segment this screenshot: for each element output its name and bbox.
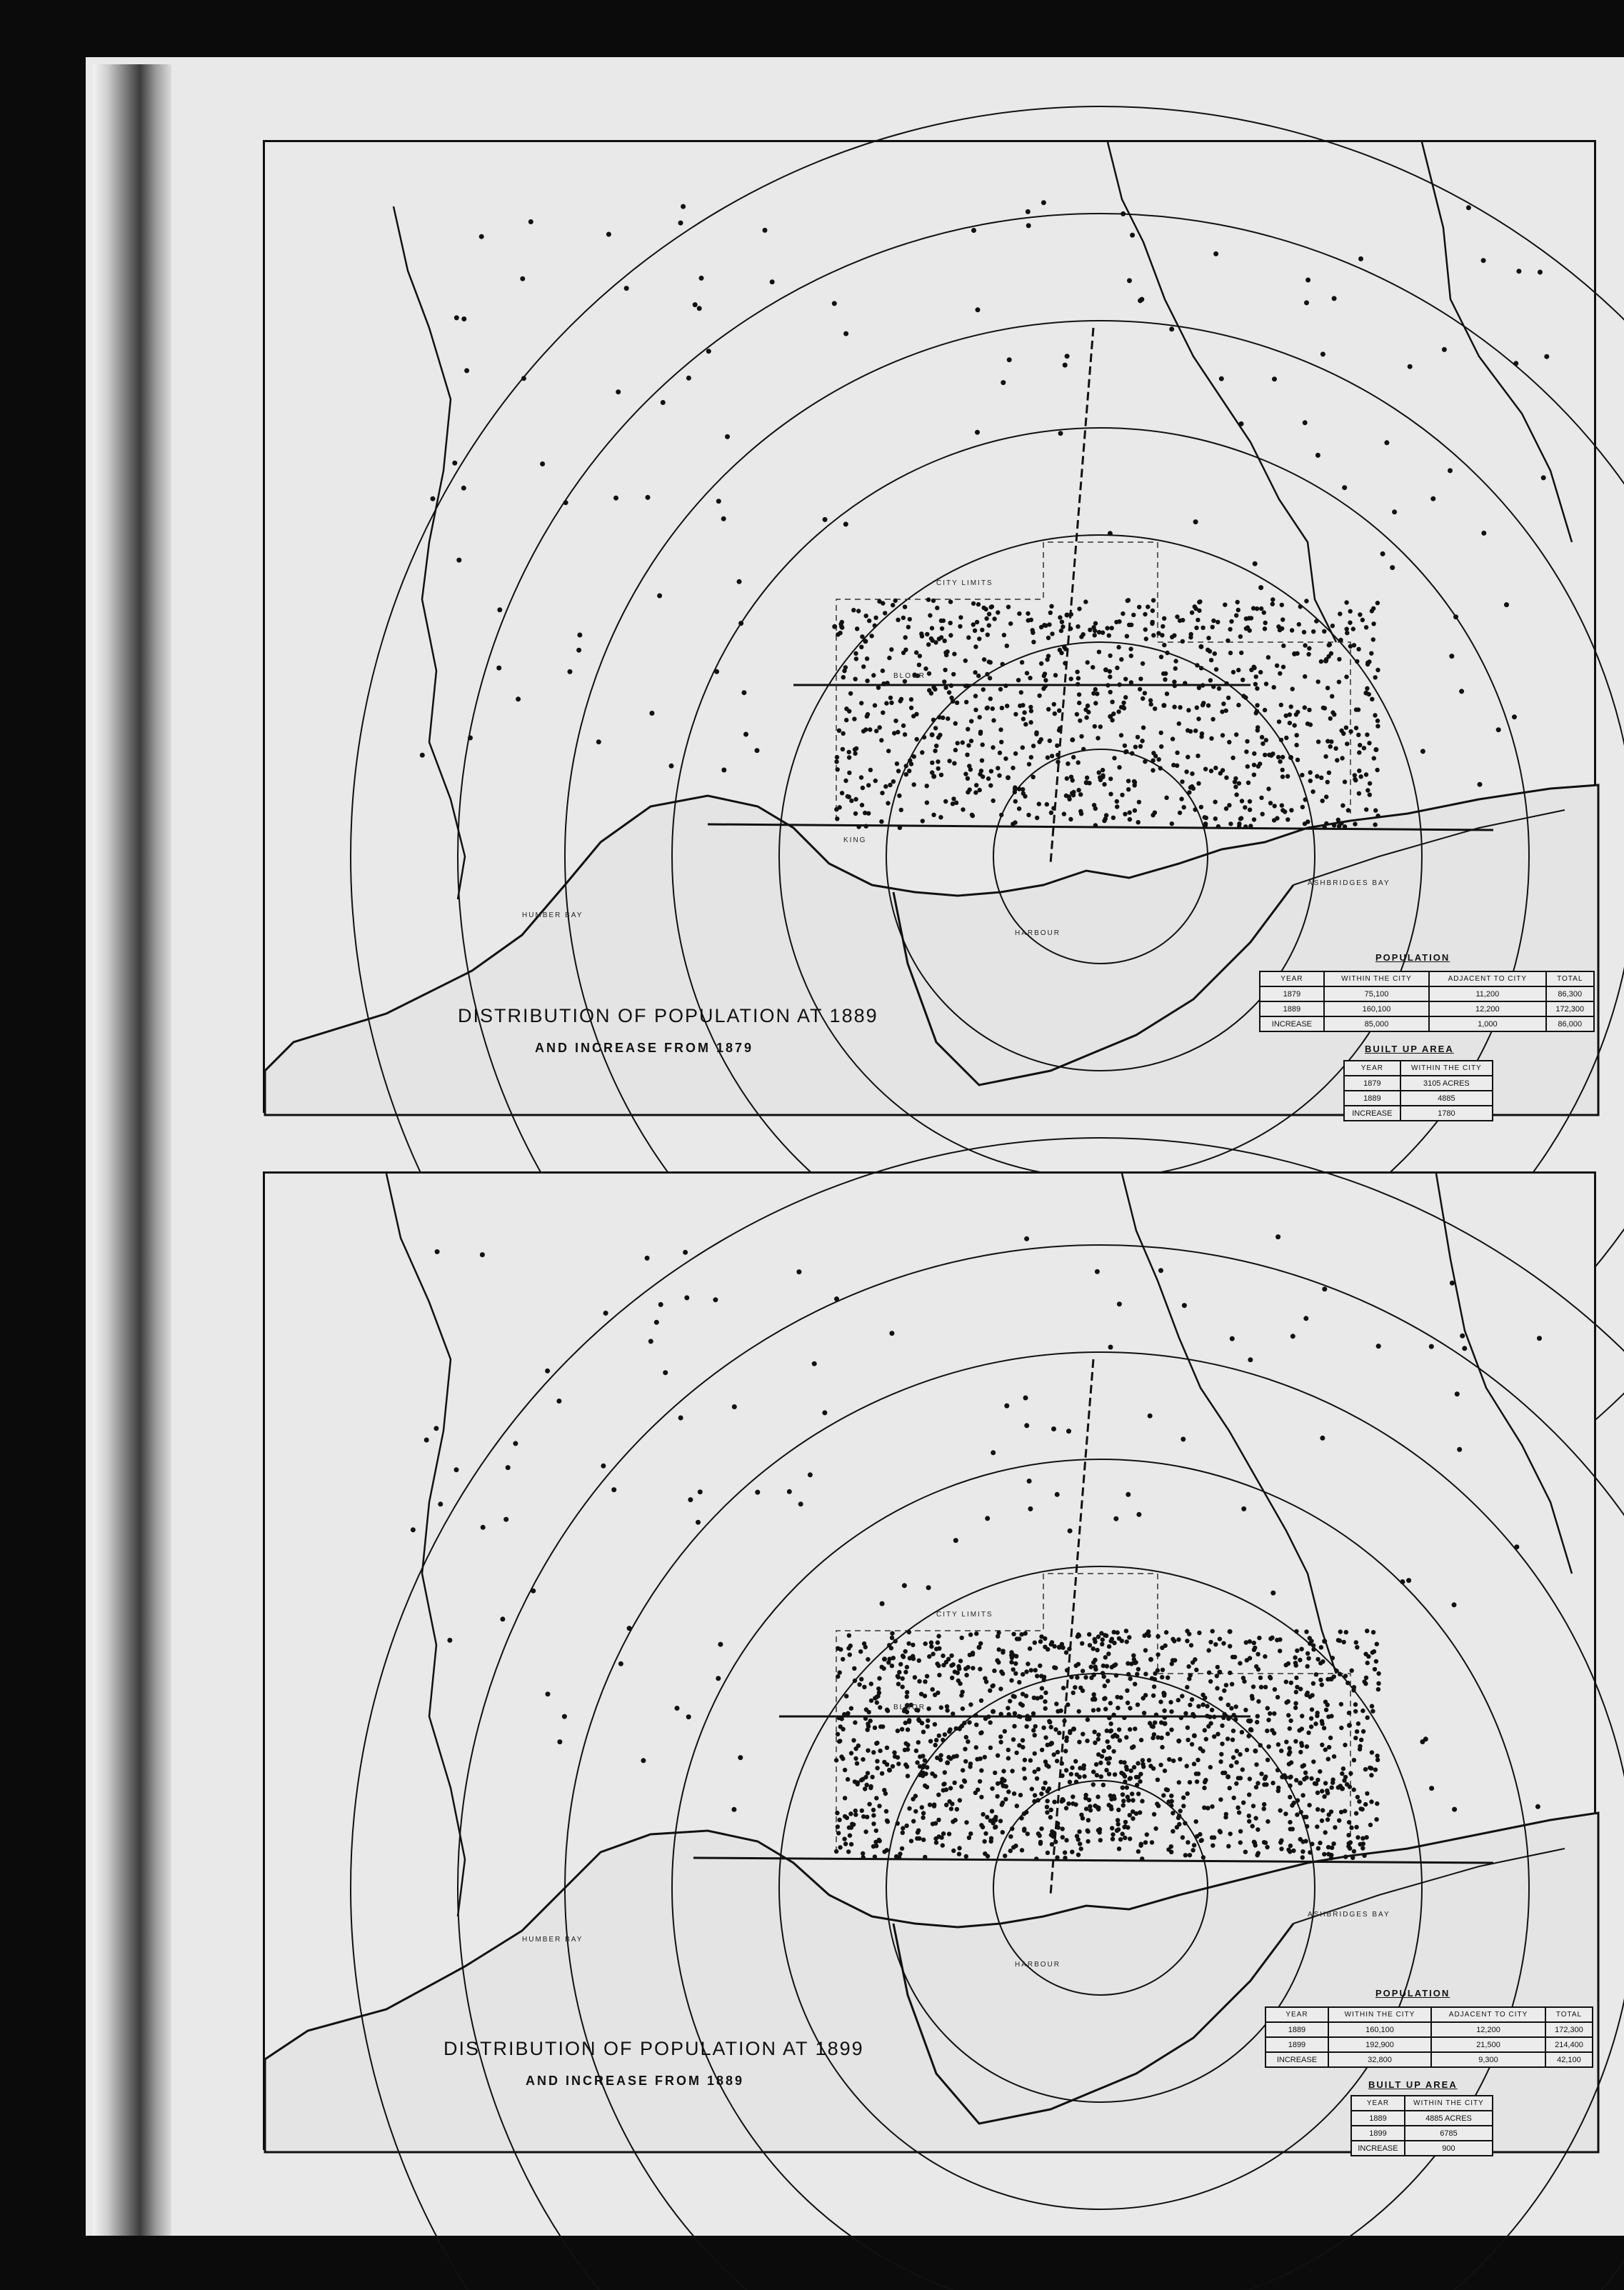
col-header: WITHIN THE CITY — [1324, 971, 1429, 986]
cell: 160,100 — [1324, 1001, 1429, 1016]
cell: 3105 ACRES — [1400, 1076, 1493, 1091]
cell: 12,200 — [1431, 2022, 1545, 2037]
table-row — [1344, 1076, 1493, 1091]
cell: 4885 — [1400, 1091, 1493, 1106]
table-row — [1351, 2141, 1493, 2156]
cell: 42,100 — [1545, 2052, 1593, 2067]
map-1899-subtitle: AND INCREASE FROM 1889 — [526, 2074, 745, 2088]
table-row — [1265, 2052, 1593, 2067]
cell: 85,000 — [1324, 1016, 1429, 1031]
cell: 1899 — [1265, 2037, 1328, 2052]
col-header: ADJACENT TO CITY — [1431, 2007, 1545, 2022]
cell: 12,200 — [1429, 1001, 1545, 1016]
label-humber-bay: HUMBER BAY — [522, 1936, 583, 1944]
cell: 1899 — [1351, 2126, 1405, 2141]
col-header: WITHIN THE CITY — [1328, 2007, 1431, 2022]
built-up-area-title: BUILT UP AREA — [1368, 2079, 1458, 2090]
map-1899-title: DISTRIBUTION OF POPULATION AT 1899 — [443, 2038, 864, 2059]
label-humber-bay: HUMBER BAY — [522, 911, 583, 919]
table-row — [1260, 1016, 1594, 1031]
table-row — [1351, 2126, 1493, 2141]
cell: 172,300 — [1546, 1001, 1594, 1016]
cell: 1889 — [1351, 2111, 1405, 2126]
label-king-street: KING — [843, 836, 867, 844]
cell: 160,100 — [1328, 2022, 1431, 2037]
col-header: YEAR — [1344, 1061, 1400, 1076]
map-1889-drawing — [265, 142, 1598, 1115]
cell: 86,300 — [1546, 986, 1594, 1001]
cell: 9,300 — [1431, 2052, 1545, 2067]
table-row — [1260, 986, 1594, 1001]
map-1889-title: DISTRIBUTION OF POPULATION AT 1889 — [458, 1005, 878, 1026]
cell: 1,000 — [1429, 1016, 1545, 1031]
label-ashbridges-bay: ASHBRIDGES BAY — [1308, 1911, 1390, 1919]
cell: 6785 — [1405, 2126, 1493, 2141]
cell: 1780 — [1400, 1106, 1493, 1121]
population-dots — [411, 1234, 1542, 1861]
population-table-title: POPULATION — [1375, 1988, 1450, 1999]
cell: 4885 ACRES — [1405, 2111, 1493, 2126]
col-header: TOTAL — [1545, 2007, 1593, 2022]
label-harbour: HARBOUR — [1015, 929, 1061, 937]
cell: 1879 — [1344, 1076, 1400, 1091]
map-1889-subtitle: AND INCREASE FROM 1879 — [535, 1041, 754, 1055]
cell: 900 — [1405, 2141, 1493, 2156]
cell: 172,300 — [1545, 2022, 1593, 2037]
map-1889-frame — [263, 140, 1596, 1118]
cell: 21,500 — [1431, 2037, 1545, 2052]
cell: INCREASE — [1260, 1016, 1324, 1031]
table-row — [1265, 2037, 1593, 2052]
label-city-limits: CITY LIMITS — [936, 1611, 993, 1619]
cell: INCREASE — [1265, 2052, 1328, 2067]
table-row — [1265, 2022, 1593, 2037]
cell: INCREASE — [1351, 2141, 1405, 2156]
col-header: YEAR — [1260, 971, 1324, 986]
major-roads — [708, 328, 1493, 864]
population-table-1889 — [1259, 971, 1595, 1032]
cell: 214,400 — [1545, 2037, 1593, 2052]
population-dots — [420, 200, 1550, 830]
col-header: TOTAL — [1546, 971, 1594, 986]
label-bloor-street: BLOOR — [893, 672, 926, 680]
table-row — [1351, 2111, 1493, 2126]
table-row — [1344, 1091, 1493, 1106]
label-harbour: HARBOUR — [1015, 1961, 1061, 1969]
cell: 32,800 — [1328, 2052, 1431, 2067]
cell: 192,900 — [1328, 2037, 1431, 2052]
col-header: YEAR — [1351, 2096, 1405, 2111]
built-up-area-table-1899 — [1350, 2095, 1493, 2156]
col-header: WITHIN THE CITY — [1400, 1061, 1493, 1076]
map-1899-drawing — [265, 1174, 1598, 2152]
col-header: WITHIN THE CITY — [1405, 2096, 1493, 2111]
table-row — [1260, 1001, 1594, 1016]
major-roads — [693, 1359, 1493, 1895]
page-binding-edge — [93, 64, 171, 2236]
built-up-area-title: BUILT UP AREA — [1365, 1044, 1454, 1054]
label-bloor-street: BLOOR — [893, 1704, 926, 1711]
cell: 1889 — [1265, 2022, 1328, 2037]
cell: 75,100 — [1324, 986, 1429, 1001]
cell: 1889 — [1344, 1091, 1400, 1106]
map-1899-frame — [263, 1171, 1596, 2153]
table-row — [1344, 1106, 1493, 1121]
built-up-area-table-1889 — [1343, 1060, 1493, 1121]
cell: 86,000 — [1546, 1016, 1594, 1031]
rivers — [386, 1174, 1572, 1916]
city-limits-line — [836, 542, 1350, 821]
cell: INCREASE — [1344, 1106, 1400, 1121]
population-table-1899 — [1265, 2006, 1593, 2068]
label-city-limits: CITY LIMITS — [936, 579, 993, 587]
col-header: ADJACENT TO CITY — [1429, 971, 1545, 986]
population-table-title: POPULATION — [1375, 952, 1450, 963]
col-header: YEAR — [1265, 2007, 1328, 2022]
cell: 1889 — [1260, 1001, 1324, 1016]
label-ashbridges-bay: ASHBRIDGES BAY — [1308, 879, 1390, 887]
cell: 11,200 — [1429, 986, 1545, 1001]
cell: 1879 — [1260, 986, 1324, 1001]
